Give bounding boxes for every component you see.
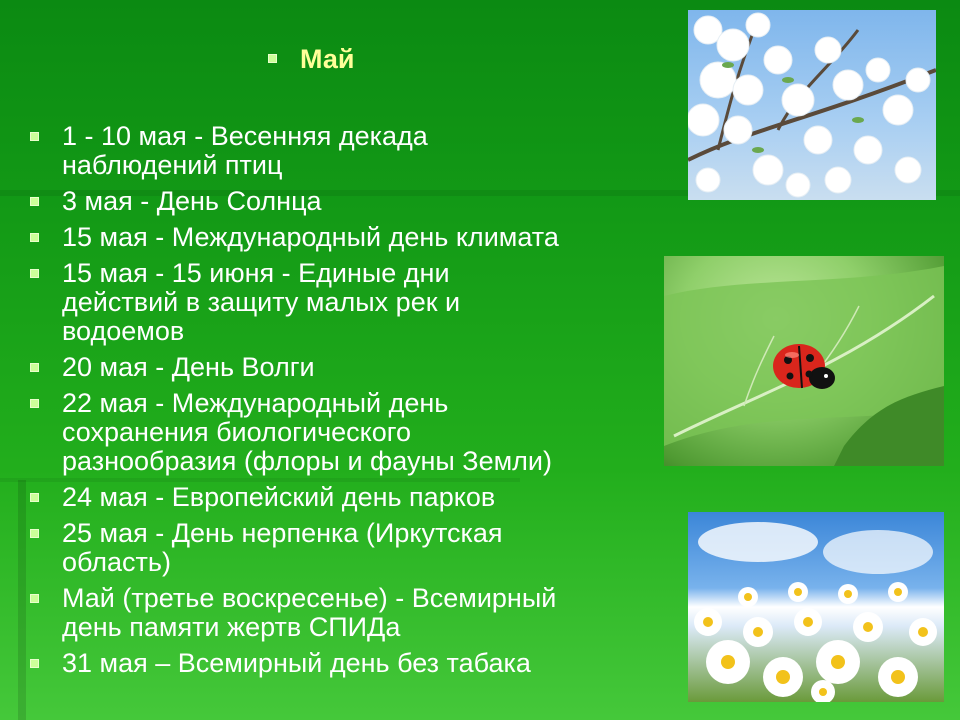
item-line: день памяти жертв СПИДа — [62, 612, 401, 642]
square-bullet-icon — [30, 529, 39, 538]
list-item — [30, 483, 670, 512]
item-line: 1 - 10 мая - Весенняя декада — [62, 121, 428, 151]
list-item — [30, 259, 670, 346]
list-item — [30, 519, 670, 577]
square-bullet-icon — [30, 493, 39, 502]
list-item — [30, 584, 670, 642]
list-item — [30, 389, 670, 476]
daisies-photo — [688, 512, 944, 702]
background-stripe — [18, 480, 26, 720]
list-item — [30, 649, 670, 678]
list-item — [30, 187, 670, 216]
item-line: область) — [62, 547, 171, 577]
square-bullet-icon — [30, 659, 39, 668]
square-bullet-icon — [30, 197, 39, 206]
list-item — [30, 122, 670, 180]
list-item — [30, 223, 670, 252]
item-line: 24 мая - Европейский день парков — [62, 482, 496, 512]
item-line: 22 мая - Международный день — [62, 388, 449, 418]
square-bullet-icon — [30, 594, 39, 603]
event-list — [30, 122, 670, 685]
square-bullet-icon — [30, 132, 39, 141]
square-bullet-icon — [30, 399, 39, 408]
item-line: Май (третье воскресенье) - Всемирный — [62, 583, 557, 613]
square-bullet-icon — [30, 363, 39, 372]
blossom-photo — [688, 10, 936, 200]
slide-title-text: Май — [300, 44, 355, 74]
item-line: разнообразия (флоры и фауны Земли) — [62, 446, 552, 476]
ladybug-photo — [664, 256, 944, 466]
item-line: сохранения биологического — [62, 417, 412, 447]
square-bullet-icon — [30, 269, 39, 278]
item-line: 25 мая - День нерпенка (Иркутская — [62, 518, 503, 548]
item-line: 20 мая - День Волги — [62, 352, 315, 382]
item-line: 3 мая - День Солнца — [62, 186, 322, 216]
item-line: водоемов — [62, 316, 185, 346]
item-line: действий в защиту малых рек и — [62, 287, 461, 317]
slide-title — [300, 44, 354, 75]
item-line: 31 мая – Всемирный день без табака — [62, 648, 531, 678]
item-line: 15 мая - Международный день климата — [62, 222, 559, 252]
square-bullet-icon — [268, 54, 277, 63]
list-item — [30, 353, 670, 382]
item-line: наблюдений птиц — [62, 150, 283, 180]
square-bullet-icon — [30, 233, 39, 242]
item-line: 15 мая - 15 июня - Единые дни — [62, 258, 450, 288]
